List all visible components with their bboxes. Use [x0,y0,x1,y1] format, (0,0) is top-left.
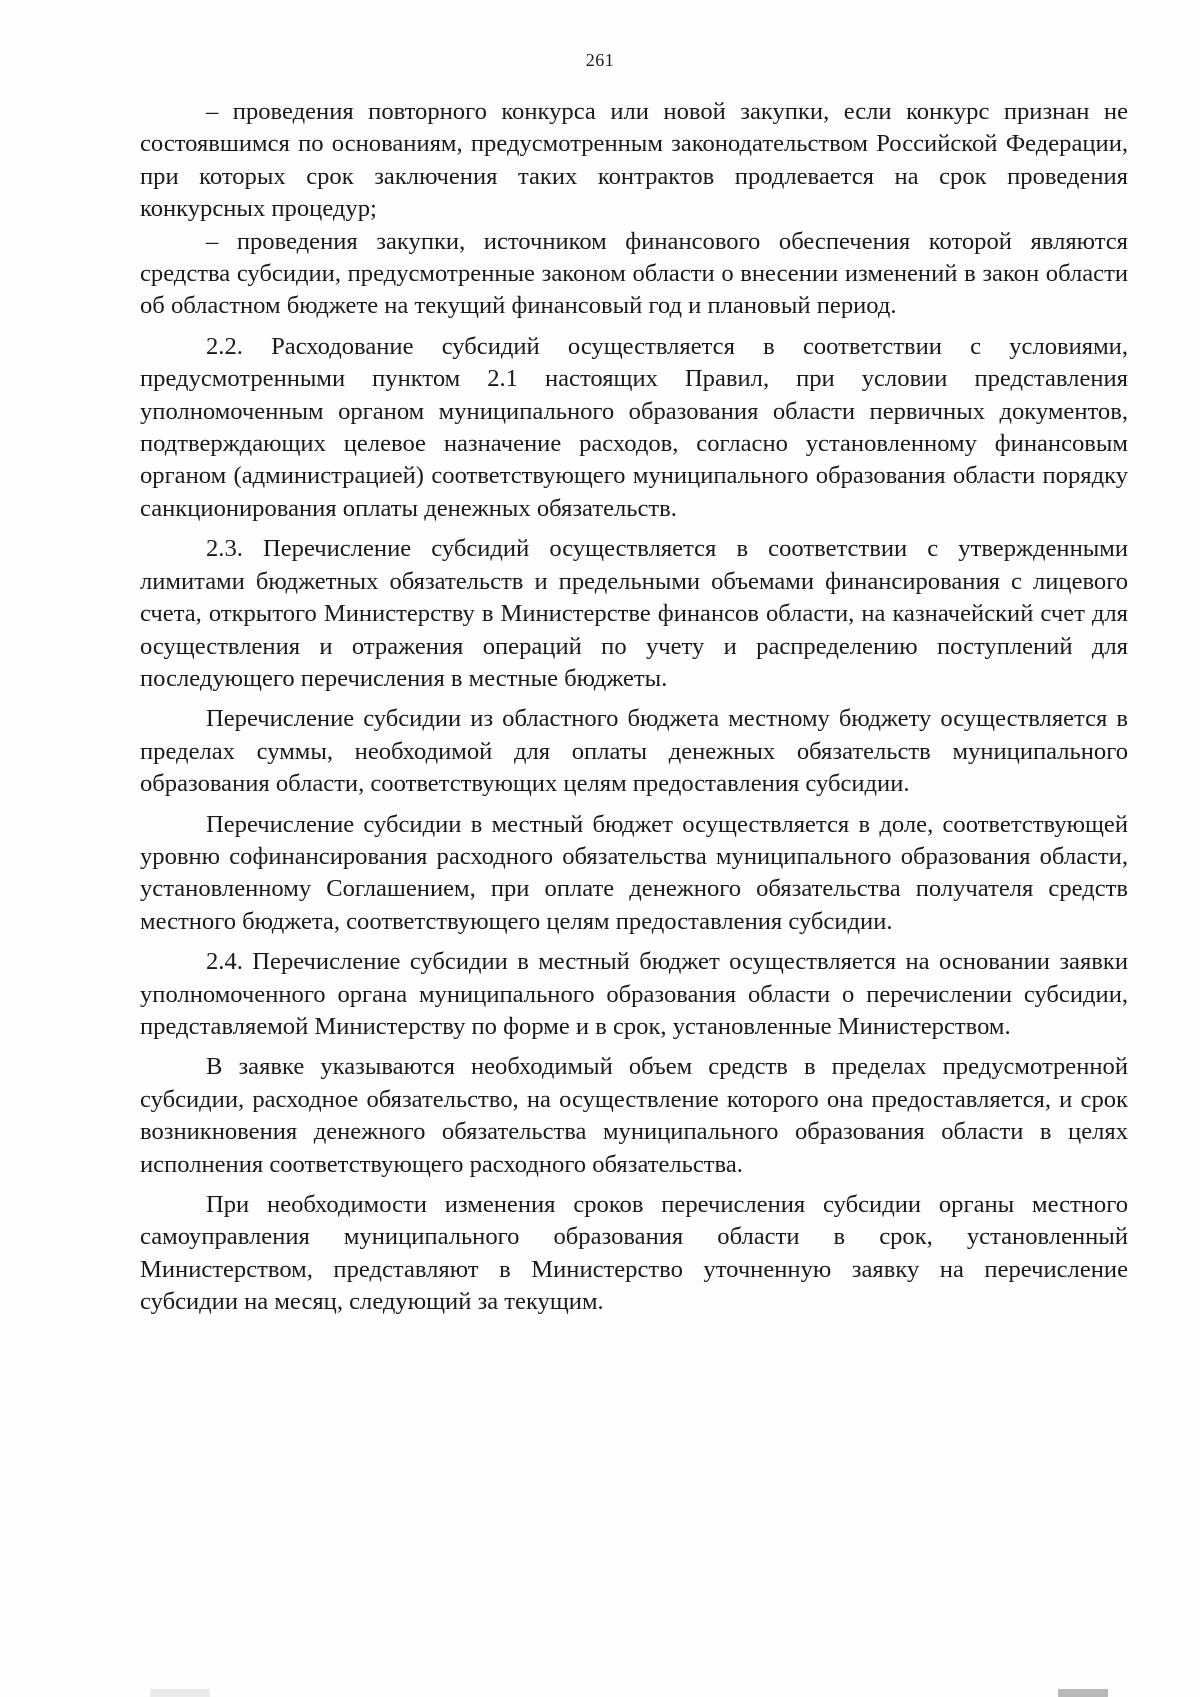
paragraph-transfer-limits: Перечисление субсидии из областного бюджета местному бюджету осуществляется в пределах суммы, необходимой для оплаты денежных обязательств муниципального образования области, соответствующих целям предоставления субсидии. [140,705,1128,798]
paragraph-clause-2-3: 2.3. Перечисление субсидий осуществляется в соответствии с утвержденными лимитами бюджетных обязательств и предельными объемами финансирования с лицевого счета, открытого Министерству в Министерстве финансов области, на казначейский счет для осуществления и отражения операций по учету и распределению поступлений для последующего перечисления в местные бюджеты. [140,535,1128,692]
scan-artifact [1058,1689,1108,1697]
paragraph-procurement-subsidy: – проведения закупки, источником финансового обеспечения которой являются средства субсидии, предусмотренные законом области о внесении изменений в закон области об областном бюджете на текущий финансовый год и плановый период. [140,227,1128,320]
paragraph-repeat-tender: – проведения повторного конкурса или новой закупки, если конкурс признан не состоявшимся по основаниям, предусмотренным законодательством Российской Федерации, при которых срок заключения таких контрактов продлевается на срок проведения конкурсных процедур; [140,98,1128,223]
paragraph-clause-2-4: 2.4. Перечисление субсидии в местный бюджет осуществляется на основании заявки уполномоченного органа муниципального образования области о перечислении субсидии, представляемой Министерству по форме и в срок, установленные Министерством. [140,948,1128,1040]
scan-artifact [150,1689,210,1697]
paragraph-request-contents: В заявке указываются необходимый объем средств в пределах предусмотренной субсидии, расходное обязательство, на осуществление которого она предоставляется, и срок возникновения денежного обязательства муниципального образования области в целях исполнения соответствующего расходного обязательства. [140,1053,1128,1178]
paragraph-schedule-change: При необходимости изменения сроков перечисления субсидии органы местного самоуправления муниципального образования области в срок, установленный Министерством, представляют в Министерство уточненную заявку на перечисление субсидии на месяц, следующий за текущим. [140,1191,1128,1316]
page-number: 261 [585,50,615,70]
paragraph-transfer-share: Перечисление субсидии в местный бюджет осуществляется в доле, соответствующей уровню софинансирования расходного обязательства муниципального образования области, установленному Соглашением, при оплате денежного обязательства получателя средств местного бюджета, соответствующего целям предоставления субсидии. [140,810,1128,935]
paragraph-clause-2-2: 2.2. Расходование субсидий осуществляется в соответствии с условиями, предусмотренными пунктом 2.1 настоящих Правил, при условии представления уполномоченным органом муниципального образования области первичных документов, подтверждающих целевое назначение расходов, согласно установленному финансовым органом (администрацией) соответствующего муниципального образования области порядку санкционирования оплаты денежных обязательств. [140,332,1128,522]
document-body [140,96,1128,1319]
